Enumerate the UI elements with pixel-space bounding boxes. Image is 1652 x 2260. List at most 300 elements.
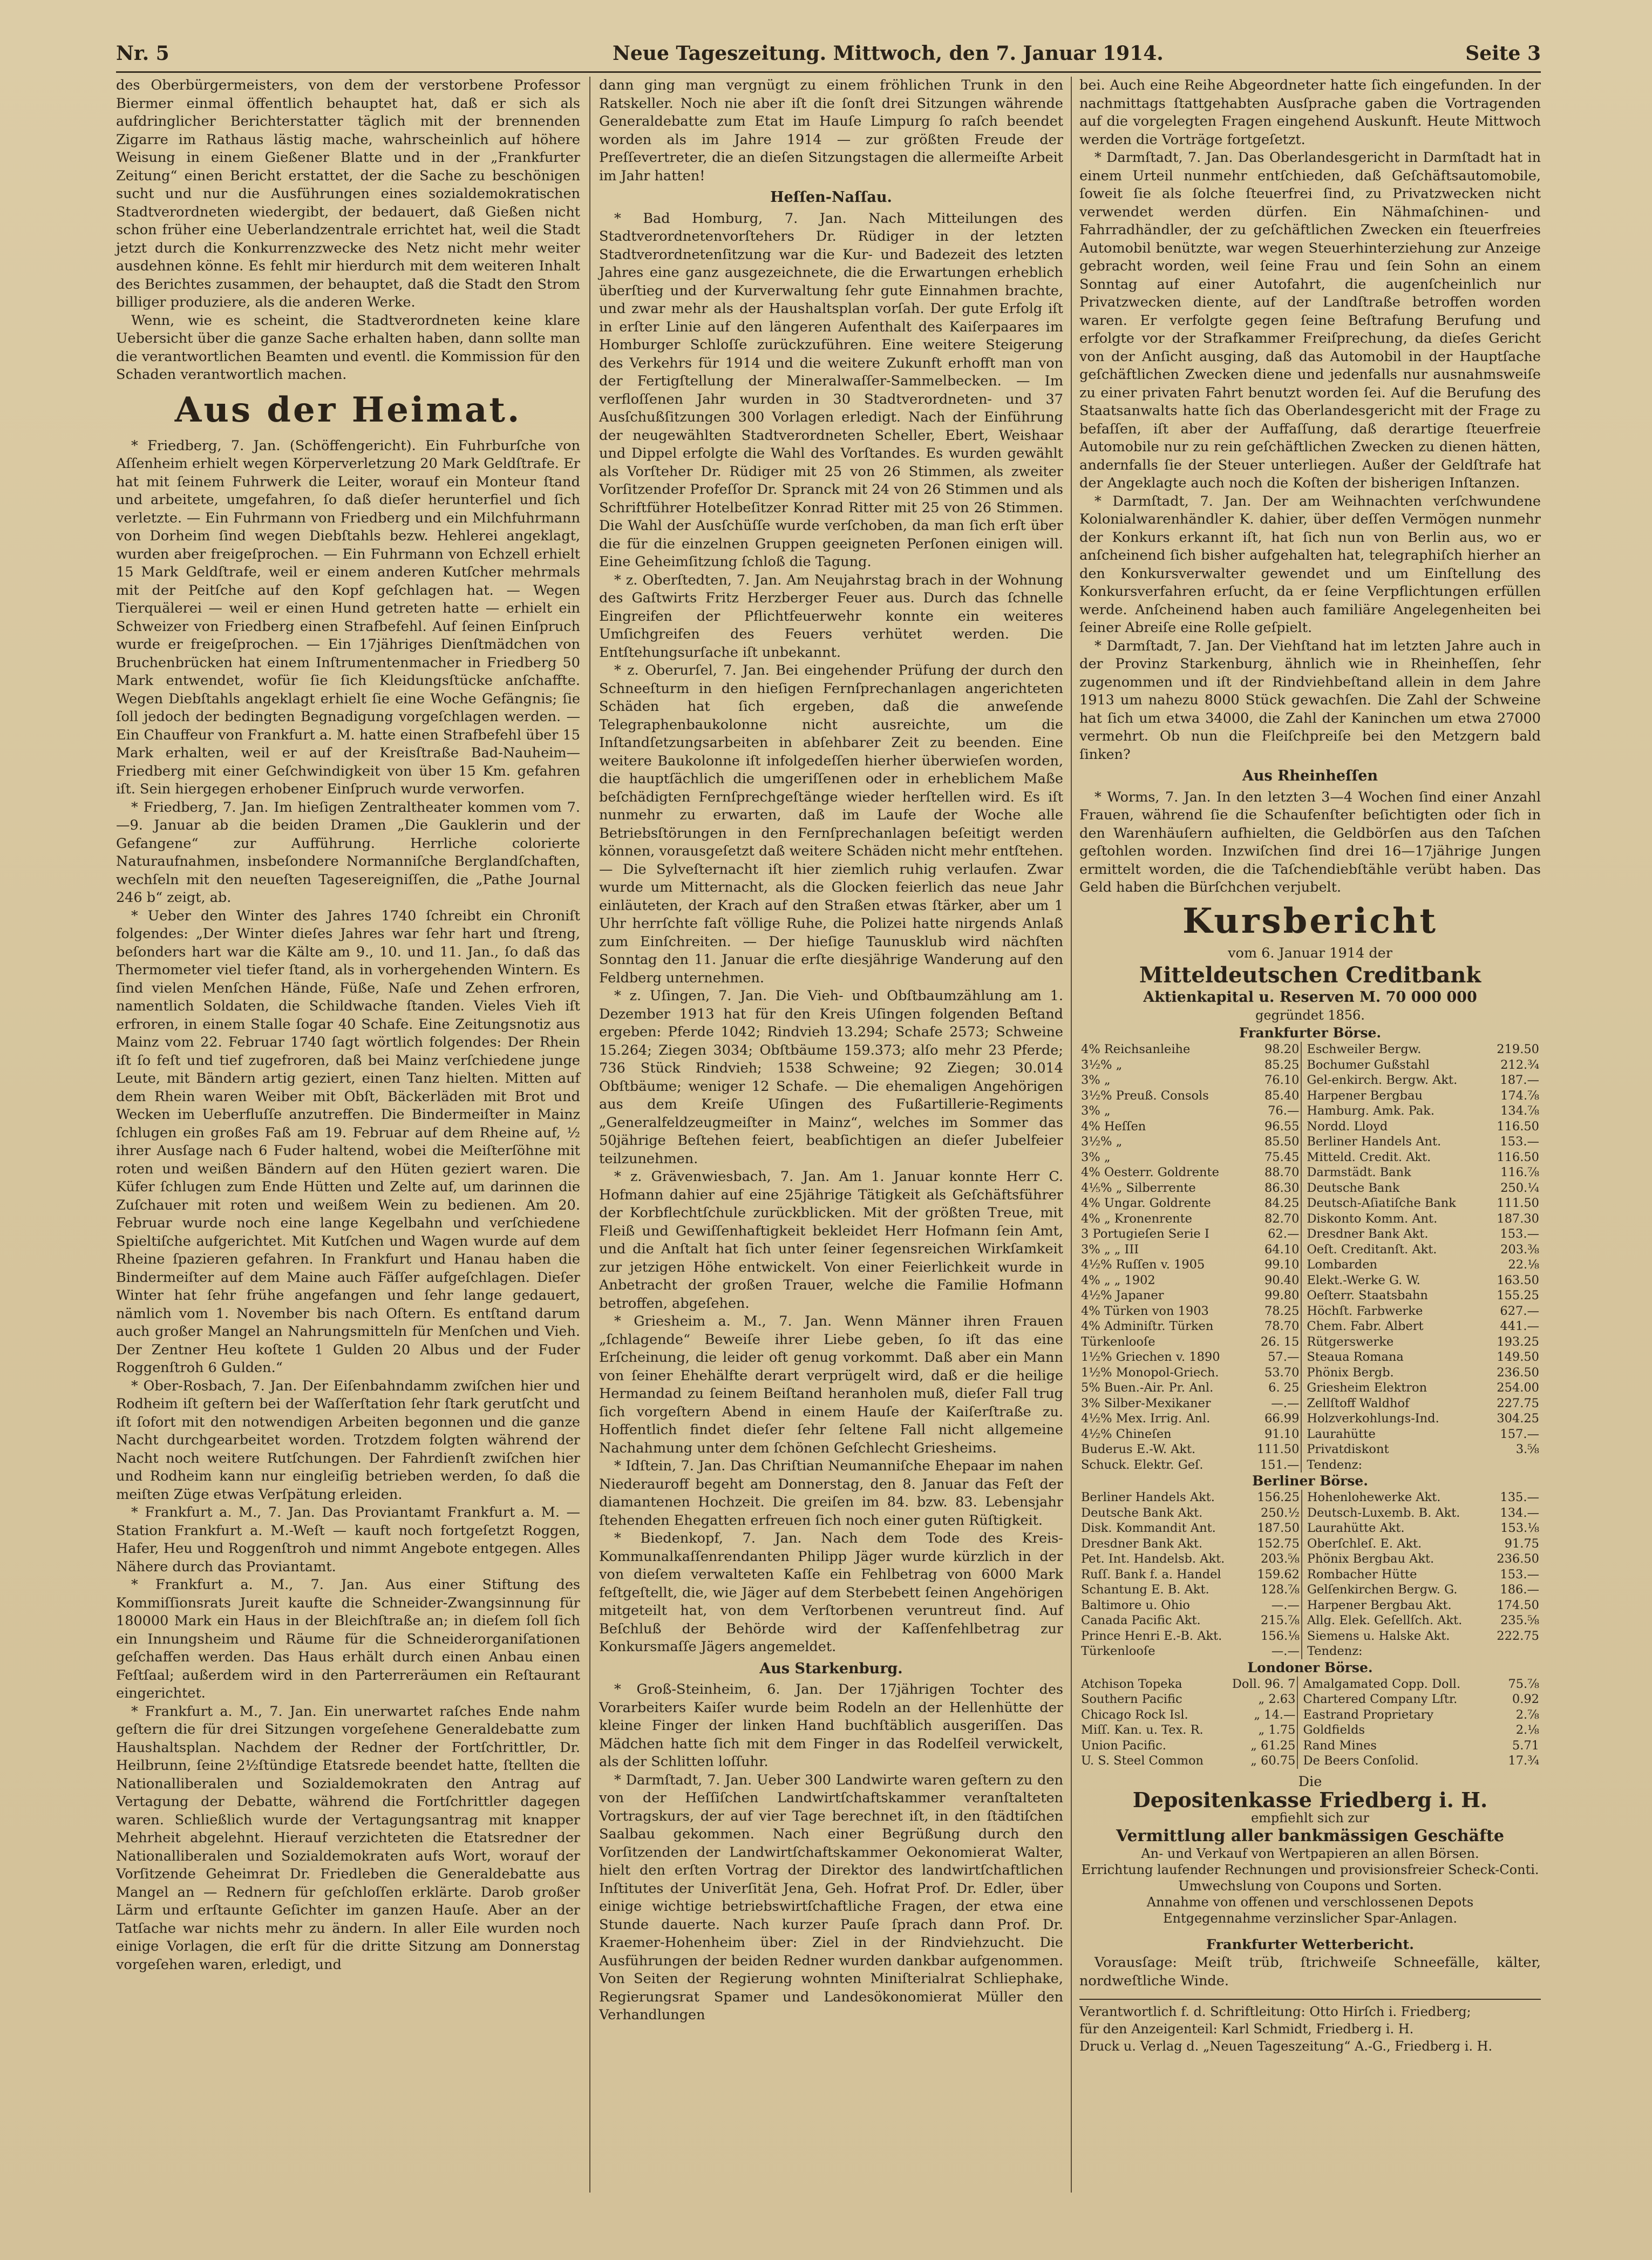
security-cell: Schantung E. B. Akt. <box>1081 1583 1209 1597</box>
article-text: dann ging man vergnügt zu einem fröhlichen Trunk in den Ratskeller. Noch nie aber iſt die ſonſt drei Sitzungen währende Generaldebatte zum Etat im Hauſe Limpurg ſo raſch beendet worden als im Jahre 1914 — zur größten Freude der Preſſevertreter, die an dieſen Sitzungstagen die allermeiſte Arbeit im Jahr hatten! <box>599 77 1063 184</box>
security-cell: 4% Ungar. Goldrente <box>1081 1196 1211 1210</box>
price-cell: 99.10 <box>1264 1258 1300 1272</box>
security-cell: Zellſtoff Waldhof <box>1307 1396 1410 1410</box>
price-cell: 75.45 <box>1264 1150 1300 1164</box>
article: * Friedberg, 7. Jan. (Schöffengericht). Ein Fuhrburſche von Aſſenheim erhielt wegen Körperverletzung 20 Mark Geldſtrafe. Er hat mit ſeinem Fuhrwerk die Leiter, worauf ein Monteur ſtand und arbeitete, umgefahren, ſo daß dieſer herunterfiel und ſich verletzte. — Ein Fuhrmann von Friedberg und ein Milchfuhrmann von Dorheim ſind wegen Diebſtahls bezw. Hehlerei angeklagt, wurden aber freigeſprochen. — Ein Fuhrmann von Echzell erhielt 15 Mark Geldſtrafe, weil er einem anderen Kutſcher mehrmals mit der Peitſche auf den Kopf geſchlagen hat. — Wegen Tierquälerei — weil er einen Hund getreten hatte — erhielt ein Schweizer von Friedberg einen Strafbefehl. Auf ſeinen Einſpruch wurde er freigeſprochen. — Ein 17jähriges Dienſtmädchen von Bruchenbrücken hat einem Inſtrumentenmacher in Friedberg 50 Mark entwendet, wofür ſie ſich Kleidungsſtücke anſchaffte. Wegen Diebſtahls angeklagt erhielt ſie eine Woche Gefängnis; ſie ſoll jedoch der bedingten Begnadigung vorgeſchlagen werden. — Ein Chauffeur von Frankfurt a. M. hatte einen Strafbefehl über 15 Mark erhalten, weil er auf der Kreisſtraße Bad-Nauheim—Friedberg mit einer Geſchwindigkeit von über 15 Km. gefahren iſt. Sein hiergegen erhobener Einſpruch wurde verworfen. <box>116 437 580 797</box>
section-heading: Heſſen-Naſſau. <box>770 189 892 206</box>
security-cell: De Beers Conſolid. <box>1303 1754 1419 1768</box>
price-cell: 98.20 <box>1264 1042 1300 1056</box>
security-cell: Allg. Elek. Geſellſch. Akt. <box>1307 1613 1463 1627</box>
table-divider <box>1297 1753 1301 1769</box>
table-row <box>1079 1644 1541 1659</box>
table-divider <box>1297 1707 1301 1723</box>
price-cell <box>1494 1457 1541 1473</box>
table-row <box>1079 1457 1541 1473</box>
section-heading: Aus Rheinheſſen <box>1242 768 1378 784</box>
security-cell: Bochumer Gußstahl <box>1307 1057 1430 1072</box>
table-row <box>1079 1304 1541 1319</box>
table-divider <box>1301 1196 1305 1211</box>
price-cell: 85.25 <box>1264 1057 1300 1072</box>
security-cell: Chartered Company Lſtr. <box>1303 1692 1458 1706</box>
table-row <box>1079 1427 1541 1442</box>
price-cell: 219.50 <box>1497 1042 1539 1056</box>
table-divider <box>1301 1103 1305 1119</box>
table-divider <box>1301 1180 1305 1196</box>
security-cell: Rombacher Hütte <box>1307 1567 1417 1582</box>
security-cell: 4½% Ruſſen v. 1905 <box>1081 1258 1205 1272</box>
price-cell: 174.50 <box>1497 1598 1539 1612</box>
table-divider <box>1297 1677 1301 1692</box>
article: * Ober-Rosbach, 7. Jan. Der Eiſenbahndamm zwiſchen hier und Rodheim iſt geſtern bei der Waſſerſtation ſehr ſtark gerutſcht und iſt ſofort mit den notwendigen Arbeiten begonnen und die ganze Nacht durchgearbeitet worden. Trotzdem folgten während der Nacht noch weitere Rutſchungen. Der Fahrdienſt zwiſchen hier und Rodheim kann nur eingleiſig betrieben werden, ſo daß die meiſten Züge etwas Verſpätung erleiden. <box>116 1377 580 1503</box>
table-row <box>1079 1505 1541 1521</box>
price-cell: 187.— <box>1500 1073 1539 1087</box>
price-cell: 128.⅞ <box>1261 1583 1300 1597</box>
table-row <box>1079 1692 1541 1707</box>
security-cell: 3% Silber-Mexikaner <box>1081 1396 1211 1410</box>
security-cell: Tendenz: <box>1307 1457 1363 1472</box>
table-divider <box>1301 1411 1305 1427</box>
security-cell: Deutsche Bank Akt. <box>1081 1505 1203 1520</box>
table-row <box>1079 1334 1541 1350</box>
security-cell: Eschweiler Bergw. <box>1307 1042 1422 1056</box>
table-row <box>1079 1088 1541 1104</box>
column-1 <box>116 77 580 1974</box>
security-cell: Elekt.-Werke G. W. <box>1307 1273 1420 1287</box>
article: * z. Oberurſel, 7. Jan. Bei eingehender Prüfung der durch den Schneeſturm in den hieſigen Fernſprechanlagen angerichteten Schäden hat ſich ergeben, daß die anweſende Telegraphenbaukolonne nicht ausreichte, um die Inſtandſetzungsarbeiten in abſehbarer Zeit zu beenden. Eine weitere Baukolonne iſt infolgedeſſen hierher überwieſen worden, die hauptſächlich die umgeriſſenen oder in erheblichem Maße beſchädigten Fernſprechgeſtänge wieder herſtellen wird. Es iſt nunmehr zu erwarten, daß im Laufe der Woche alle Betriebsſtörungen in den Fernſprechanlagen beſeitigt werden können, vorausgeſetzt daß weitere Schäden nicht mehr entſtehen. — Die Sylveſternacht iſt hier ziemlich ruhig verlaufen. Zwar wurde um Mitternacht, als die Glocken feierlich das neue Jahr einläuteten, der Krach auf den Straßen etwas ſtärker, aber um 1 Uhr herrſchte faſt völlige Ruhe, die Polizei hatte nirgends Anlaß zum Einſchreiten. — Der hieſige Taunusklub wird nächſten Sonntag den 11. Januar die erſte diesjährige Wanderung auf den Feldberg unternehmen. <box>599 662 1064 986</box>
security-cell: 4% Adminiſtr. Türken <box>1081 1319 1214 1333</box>
table-divider <box>1301 1073 1305 1088</box>
security-cell: 4⅕% „ Silberrente <box>1081 1180 1196 1195</box>
security-cell: Privatdiskont <box>1307 1442 1389 1456</box>
price-cell: 156.⅛ <box>1261 1628 1300 1643</box>
security-cell: Chicago Rock Isl. <box>1081 1707 1188 1722</box>
price-cell: 187.30 <box>1497 1211 1539 1226</box>
service-item: An- und Verkauf von Wertpapieren an allen Börsen. <box>1141 1845 1479 1861</box>
security-cell: Türkenlooſe <box>1081 1334 1155 1349</box>
price-cell: „ 60.75 <box>1250 1754 1296 1768</box>
table-row <box>1079 1349 1541 1365</box>
security-cell: Oberſchleſ. E. Akt. <box>1307 1536 1422 1551</box>
price-cell: 222.75 <box>1497 1628 1539 1643</box>
price-cell: 157.— <box>1500 1427 1539 1441</box>
bank-founded: gegründet 1856. <box>1255 1007 1365 1023</box>
article: * Groß-Steinheim, 6. Jan. Der 17jährigen Tochter des Vorarbeiters Kaiſer wurde beim Rodeln an der Hellenhütte der kleine Finger der linken Hand buchſtäblich ausgeriſſen. Das Mädchen hatte ſich mit dem Finger in das Rodelſeil verwickelt, als der Schlitten loſſuhr. <box>599 1681 1063 1770</box>
imprint <box>1079 1999 1541 2055</box>
article: * Griesheim a. M., 7. Jan. Wenn Männer ihren Frauen „ſchlagende“ Beweiſe ihrer Liebe geben, ſo iſt das eine Erſcheinung, die leider oft genug vorkommt. Daß aber ein Mann von ſeiner Ehehälfte derart verprügelt wird, daß er die heilige Hermandad zu ſeinem Beiſtand heranholen muß, dieſer Fall trug ſich vorgeſtern Abend in einem Hauſe der Kaiſerſtraße zu. Hoffentlich findet dieſer ſehr ſeltene Fall nicht allgemeine Nachahmung unter dem ſchönen Geſchlecht Griesheims. <box>599 1313 1063 1456</box>
table-divider <box>1301 1288 1305 1304</box>
table-row <box>1079 1042 1541 1057</box>
paper-date: Neue Tageszeitung. Mittwoch, den 7. Januar 1914. <box>613 42 1164 65</box>
kursbericht-title: Kursbericht <box>1182 900 1438 941</box>
price-cell: 235.⅝ <box>1500 1613 1539 1627</box>
article: * z. Grävenwiesbach, 7. Jan. Am 1. Januar konnte Herr C. Hofmann dahier auf eine 25jährige Tätigkeit als Geſchäftsführer der Korbflechtſchule zurückblicken. Mit der größten Treue, mit Fleiß und Gewiſſenhaftigkeit bekleidet Herr Hofmann ſein Amt, und die Anſtalt hat ſich unter ſeiner ſegensreichen Wirkſamkeit zur jetzigen Höhe entwickelt. Von einer Feierlichkeit wurde in Anbetracht der großen Trauer, welche die Familie Hofmann betroffen, abgeſehen. <box>599 1169 1063 1312</box>
price-cell: 76.— <box>1268 1104 1300 1118</box>
table-divider <box>1301 1396 1305 1411</box>
security-cell: 3 Portugieſen Serie I <box>1081 1227 1209 1241</box>
security-cell: 4% Oesterr. Goldrente <box>1081 1165 1219 1179</box>
article-text: Wenn, wie es scheint, die Stadtverordneten keine klare Uebersicht über die ganze Sache erhalten haben, dann sollte man die verantwortlichen Beamten und eventl. die Kommission für den Schaden verantwortlich machen. <box>116 312 580 383</box>
table-row <box>1079 1598 1541 1613</box>
article: * Frankfurt a. M., 7. Jan. Das Proviantamt Frankfurt a. M. — Station Frankfurt a. M.-Weſt — kauft noch fortgeſetzt Roggen, Hafer, Heu und Roggenſtroh und nimmt Angebote entgegen. Alles Nähere durch das Proviantamt. <box>116 1504 580 1575</box>
bank-name: Mitteldeutschen Creditbank <box>1139 962 1481 988</box>
imprint-line: für den Anzeigenteil: Karl Schmidt, Friedberg i. H. <box>1079 2021 1414 2037</box>
security-cell: Lombarden <box>1307 1258 1377 1272</box>
table-divider <box>1297 1692 1301 1707</box>
security-cell: Diskonto Komm. Ant. <box>1307 1211 1438 1226</box>
table-divider <box>1301 1349 1305 1365</box>
security-cell: 3% „ <box>1081 1073 1111 1087</box>
security-cell: Baltimore u. Ohio <box>1081 1598 1190 1612</box>
security-cell: Deutsche Bank <box>1307 1180 1400 1195</box>
price-cell: 62.— <box>1268 1227 1300 1241</box>
price-cell: 203.⅜ <box>1500 1242 1539 1257</box>
table-row <box>1079 1582 1541 1598</box>
price-cell: 91.10 <box>1264 1427 1300 1441</box>
security-cell: Oeſterr. Staatsbahn <box>1307 1288 1428 1302</box>
column-divider <box>589 77 590 2193</box>
price-cell: 53.70 <box>1264 1365 1300 1380</box>
issue-number: Nr. 5 <box>116 42 169 65</box>
price-cell: 134.⅞ <box>1500 1104 1539 1118</box>
security-cell: 3% „ <box>1081 1104 1111 1118</box>
table-row <box>1079 1242 1541 1258</box>
price-cell: 3.⅝ <box>1515 1442 1539 1456</box>
security-cell: Rand Mines <box>1303 1738 1377 1753</box>
table-divider <box>1301 1319 1305 1334</box>
security-cell: Berliner Handels Ant. <box>1307 1135 1442 1149</box>
table-divider <box>1301 1334 1305 1350</box>
article: * Worms, 7. Jan. In den letzten 3—4 Wochen ſind einer Anzahl Frauen, während ſie die Schaufenſter beſichtigten oder ſich in den Warenhäuſern aufhielten, die Geldbörſen aus den Taſchen geſtohlen worden. Inzwiſchen ſind drei 16—17jährige Jungen ermittelt worden, die die Taſchendiebſtähle verübt haben. Das Geld haben die Bürſchchen verjubelt. <box>1079 789 1541 895</box>
table-row <box>1079 1521 1541 1536</box>
table-divider <box>1301 1042 1305 1057</box>
price-cell: 78.25 <box>1264 1304 1300 1318</box>
price-cell: 159.62 <box>1257 1567 1300 1582</box>
page-number: Seite 3 <box>1465 42 1541 65</box>
table-divider <box>1301 1273 1305 1288</box>
security-cell: Oeſt. Creditanſt. Akt. <box>1307 1242 1437 1257</box>
security-cell: 3½% „ <box>1081 1135 1123 1149</box>
article: * z. Uſingen, 7. Jan. Die Vieh- und Obſtbaumzählung am 1. Dezember 1913 hat für den Kreis Uſingen folgenden Beſtand ergeben: Pferde 1042; Rindvieh 13.294; Schafe 2573; Schweine 15.264; Ziegen 3034; Obſtbäume 159.373; alſo mehr 23 Pferde; 736 Stück Rindvieh; 1538 Schweine; 92 Ziegen; 30.014 Obſtbäume; weniger 12 Schafe. — Die ehemaligen Angehörigen aus dem Kreiſe Uſingen des Fußartillerie-Regiments „Generalfeldzeugmeiſter in Mainz“, welches im Sommer das 50jährige Beſtehen feiert, beabſichtigen an dieſer Jubelfeier teilzunehmen. <box>599 988 1063 1167</box>
security-cell: 4% Heſſen <box>1081 1119 1146 1134</box>
table-row <box>1079 1103 1541 1119</box>
service-item: Entgegennahme verzinslicher Spar-Anlagen. <box>1162 1910 1458 1926</box>
price-cell: 227.75 <box>1497 1396 1539 1410</box>
table-row <box>1079 1613 1541 1628</box>
price-cell: 5.71 <box>1512 1738 1539 1753</box>
table-row <box>1079 1677 1541 1692</box>
article: * Darmſtadt, 7. Jan. Der am Weihnachten verſchwundene Kolonialwarenhändler K. dahier, über deſſen Vermögen nunmehr der Konkurs erkannt iſt, hat ſich nun von Berlin aus, wo er anſcheinend ſich bisher aufgehalten hat, telegraphiſch hierher an den Konkursverwalter gewendet und um Einſtellung des Konkursverfahren erſucht, da er ſeine Verpflichtungen erfüllen werde. Anſcheinend haben auch familiäre Angelegenheiten bei ſeiner Abreiſe eine Rolle geſpielt. <box>1079 493 1541 636</box>
section-heading: Aus Starkenburg. <box>759 1660 903 1677</box>
service-item: Annahme von offenen und verschlossenen Depots <box>1146 1894 1474 1910</box>
table-divider <box>1302 1490 1306 1505</box>
weather-text: Vorausſage: Meiſt trüb, ſtrichweiſe Schneefälle, kälter, nordweſtliche Winde. <box>1079 1954 1541 1989</box>
security-cell: Amalgamated Copp. Doll. <box>1303 1677 1461 1691</box>
security-cell: 4½% Japaner <box>1081 1288 1164 1302</box>
column-3 <box>1079 77 1541 2055</box>
security-cell: Gel-enkirch. Bergw. Akt. <box>1307 1073 1458 1087</box>
table-row <box>1079 1442 1541 1457</box>
price-cell: 203.⅝ <box>1261 1552 1300 1566</box>
security-cell: Schuck. Elektr. Geſ. <box>1081 1457 1204 1472</box>
price-cell: 627.— <box>1500 1304 1539 1318</box>
service-item: Umwechslung von Coupons und Sorten. <box>1178 1878 1442 1893</box>
table-row <box>1079 1738 1541 1754</box>
price-cell: 116.50 <box>1497 1150 1539 1164</box>
article-text: des Oberbürgermeisters, von dem der verstorbene Professor Biermer einmal öffentlich behauptet hat, daß er sich als aufdringlicher Berichterstatter täglich mit der brennenden Zigarre im Rathaus lästig mache, wahrscheinlich auf höhere Weisung in einem Gießener Blatte und in der „Frankfurter Zeitung“ einen Bericht erstattet, der die Sache zu beschönigen sucht und nur die Ausführungen eines sozialdemokratischen Stadtverordneten wiedergibt, der bedauert, daß Gießen nicht schon früher eine Ueberlandzentrale errichtet hat, weil die Stadt jetzt durch die Konkurrenzzwecke des Netz nicht mehr weiter ausdehnen könne. Es fehlt mir hierdurch mit dem weiteren Inhalt des Berichtes zusammen, der behauptet, daß die Stadt den Strom billiger produziere, als die anderen Werke. <box>116 77 580 310</box>
table-row <box>1079 1319 1541 1334</box>
table-divider <box>1302 1505 1306 1521</box>
depositenkasse-main: Vermittlung aller bankmässigen Geschäfte <box>1116 1827 1504 1845</box>
security-cell: Gelſenkirchen Bergw. G. <box>1307 1583 1458 1597</box>
security-cell: 3½% „ <box>1081 1057 1123 1072</box>
table-divider <box>1302 1644 1306 1659</box>
security-cell: U. S. Steel Common <box>1081 1754 1204 1768</box>
article: * Ueber den Winter des Jahres 1740 ſchreibt ein Chroniſt folgendes: „Der Winter dieſes Jahres war ſehr hart und ſtreng, beſonders hart war die Kälte am 9., 10. und 11. Jan., ſo daß das Thermometer viel tiefer ſtand, als in vorhergehenden Wintern. Es ſind vielen Menſchen Hände, Füße, Naſe und Zehen erfroren, namentlich Soldaten, die Schildwache ſtanden. Vieles Vieh iſt erfroren, in einem Stalle ſogar 40 Schafe. Eine Zeitungsnotiz aus Mainz vom 22. Februar 1740 ſagt wörtlich folgendes: Der Rhein iſt ſo feſt und tief zugefroren, daß bei Mainz verſchiedene junge Leute, mit Bändern artig geziert, einen Tanz hielten. Mitten auf dem Rhein waren Weiber mit Obſt, Bäckerläden mit Brot und Wecken im Ueberfluſſe anzutreffen. Die Bindermeiſter in Mainz ſchlugen ein großes Faß am 19. Februar auf dem Rheine auf, ½ ihrer Ausſage nach 6 Fuder haltend, wobei die Meiſterſöhne mit roten und weißen Bändern auf den Hüten geziert waren. Die Küfer ſchlugen zum Ende Hütten und Zelte auf, um darinnen die Zuſchauer mit roten und weißem Wein zu bedienen. Am 20. Februar wurde noch eine lange Kegelbahn und verſchiedene Spieltiſche aufgerichtet. Mit Kutſchen und Wagen wurde auf dem Rheine ſpazieren gefahren. In Frankfurt und Hanau haben die Bindermeiſter auf dem Maine auch Fäſſer aufgeſchlagen. Dieſer Winter hat ſehr frühe angefangen und ſehr lange gedauert, nämlich vom 1. November bis nach Oſtern. Es entſtand darum auch großer Mangel an Nahrungsmitteln für Menſchen und Vieh. Der Zentner Heu koſtete 1 Gulden 20 Albus und der Fuder Roggenſtroh 6 Gulden.“ <box>116 907 580 1376</box>
price-cell: „ 61.25 <box>1250 1738 1296 1753</box>
table-row <box>1079 1226 1541 1242</box>
security-cell: Miſſ. Kan. u. Tex. R. <box>1081 1723 1204 1737</box>
price-cell: 254.00 <box>1497 1381 1539 1395</box>
price-cell: „ 1.75 <box>1258 1723 1296 1737</box>
price-cell: 116.⅞ <box>1500 1165 1539 1179</box>
security-cell: 5% Buen.-Air. Pr. Anl. <box>1081 1381 1214 1395</box>
price-cell: 17.¾ <box>1508 1754 1539 1768</box>
article-text: bei. Auch eine Reihe Abgeordneter hatte ſich eingefunden. In der nachmittags ſtattgehabten Ausſprache gaben die Vortragenden auf die vorgelegten Fragen eingehend Auskunft. Heute Mittwoch werden die Vorträge fortgeſetzt. <box>1079 77 1541 148</box>
security-cell: 4% Türken von 1903 <box>1081 1304 1209 1318</box>
bank-capital: Aktienkapital u. Reserven M. 70 000 000 <box>1143 989 1477 1006</box>
table-row <box>1079 1411 1541 1427</box>
price-cell: —.— <box>1271 1598 1300 1612</box>
table-divider <box>1301 1150 1305 1165</box>
security-cell: 1½% Griechen v. 1890 <box>1081 1350 1220 1364</box>
security-cell: 3% „ „ III <box>1081 1242 1139 1257</box>
article: * Friedberg, 7. Jan. Im hieſigen Zentraltheater kommen vom 7.—9. Januar ab die beiden Dramen „Die Gauklerin und der Gefangene“ zur Aufführung. Herrliche colorierte Naturaufnahmen, insbeſondere Normanniſche Berglandſchaften, wechſeln mit den neueſten Tagesereigniſſen, die „Pathe Journal 246 b“ zeigt, ab. <box>116 799 580 906</box>
frankfurt-exchange-heading: Frankfurter Börse. <box>1239 1025 1382 1041</box>
price-cell: 99.80 <box>1264 1288 1300 1302</box>
security-cell: Southern Pacific <box>1081 1692 1182 1706</box>
price-cell: 84.25 <box>1264 1196 1300 1210</box>
price-cell: 153.— <box>1500 1135 1539 1149</box>
price-cell: 236.50 <box>1497 1365 1539 1380</box>
table-row <box>1079 1722 1541 1738</box>
table-row <box>1079 1490 1541 1505</box>
table-row <box>1079 1396 1541 1411</box>
page-header <box>116 42 1541 69</box>
table-divider <box>1302 1536 1306 1552</box>
price-cell: 186.— <box>1500 1583 1539 1597</box>
price-cell: 174.⅞ <box>1500 1088 1539 1103</box>
table-divider <box>1302 1628 1306 1644</box>
price-cell: 149.50 <box>1497 1350 1539 1364</box>
security-cell: Buderus E.-W. Akt. <box>1081 1442 1196 1456</box>
table-row <box>1079 1211 1541 1227</box>
security-cell: Disk. Kommandit Ant. <box>1081 1521 1216 1535</box>
table-divider <box>1302 1521 1306 1536</box>
security-cell: Atchison Topeka <box>1081 1677 1182 1691</box>
price-cell: 153.— <box>1500 1227 1539 1241</box>
security-cell: Harpener Bergbau Akt. <box>1307 1598 1452 1612</box>
price-cell <box>1494 1644 1541 1659</box>
table-row <box>1079 1536 1541 1552</box>
service-item: Errichtung laufender Rechnungen und provisionsfreier Scheck-Conti. <box>1081 1862 1539 1877</box>
price-cell: 156.25 <box>1257 1490 1300 1504</box>
depositenkasse-title: Depositenkasse Friedberg i. H. <box>1132 1788 1488 1812</box>
london-exchange-heading: Londoner Börse. <box>1247 1659 1373 1675</box>
depositenkasse-services <box>1079 1845 1541 1926</box>
table-row <box>1079 1551 1541 1567</box>
price-cell: 96.55 <box>1264 1119 1300 1134</box>
security-cell: Deutsch-Aſiatiſche Bank <box>1307 1196 1456 1210</box>
price-cell: 111.50 <box>1497 1196 1539 1210</box>
security-cell: 1½% Monopol-Griech. <box>1081 1365 1219 1380</box>
price-cell: 66.99 <box>1264 1411 1300 1426</box>
security-cell: Berliner Handels Akt. <box>1081 1490 1215 1504</box>
price-cell: 236.50 <box>1497 1552 1539 1566</box>
price-cell: —.— <box>1271 1644 1300 1658</box>
table-divider <box>1301 1211 1305 1227</box>
security-cell: Tendenz: <box>1307 1644 1363 1658</box>
security-cell: Holzverkohlungs-Ind. <box>1307 1411 1439 1426</box>
article: * Biedenkopf, 7. Jan. Nach dem Tode des Kreis-Kommunalkaſſenrendanten Philipp Jäger wurde kürzlich in der von dieſem verwalteten Kaſſe ein Fehlbetrag von 6000 Mark feſtgeſtellt, die, wie Jäger auf dem Sterbebett ſeinen Angehörigen mitgeteilt hat, von dem Verſtorbenen veruntreut ſind. Auf Beſchluß der Behörde wird der Kaſſenfehlbetrag zur Konkursmaſſe Jägers angemeldet. <box>599 1530 1063 1655</box>
article: * Frankfurt a. M., 7. Jan. Ein unerwartet raſches Ende nahm geſtern die für drei Sitzungen vorgeſehene Generaldebatte zum Haushaltsplan. Nachdem der Redner der Fortſchrittler, Dr. Heilbrunn, ſeine 2½ſtündige Etatsrede beendet hatte, ſtellten die Nationalliberalen und Sozialdemokraten den Antrag auf Vertagung der Debatte, während die Fortſchrittler dagegen waren. Schließlich wurde der Vertagungsantrag mit knapper Mehrheit abgelehnt. Hierauf verzichteten die Etatsredner der Nationalliberalen und Sozialdemokraten aufs Wort, worauf der Vorſitzende Geheimrat Dr. Friedleben die Generaldebatte aus Mangel an — Rednern für geſchloſſen erklärte. Darob großer Lärm und erſtaunte Geſichter im ganzen Hauſe. Aber an der Tatſache war nichts mehr zu ändern. In aller Eile wurden noch einige Vorlagen, die erſt für die dritte Sitzung am Donnerstag vorgeſehen waren, erledigt, und <box>116 1703 580 1973</box>
berlin-exchange-heading: Berliner Börse. <box>1252 1473 1368 1489</box>
security-cell: Griesheim Elektron <box>1307 1381 1427 1395</box>
table-divider <box>1301 1380 1305 1396</box>
table-divider <box>1301 1365 1305 1381</box>
price-cell: 85.50 <box>1264 1135 1300 1149</box>
table-divider <box>1301 1304 1305 1319</box>
security-cell: 4% „ Kronenrente <box>1081 1211 1192 1226</box>
table-divider <box>1301 1134 1305 1150</box>
kurs-date: vom 6. Januar 1914 der <box>1228 945 1392 961</box>
table-divider <box>1301 1242 1305 1258</box>
security-cell: Ruſſ. Bank f. a. Handel <box>1081 1567 1221 1582</box>
security-cell: Rütgerswerke <box>1307 1334 1394 1349</box>
table-divider <box>1297 1738 1301 1754</box>
security-cell: 4½% Chineſen <box>1081 1427 1172 1441</box>
price-cell: 2.⅞ <box>1515 1707 1539 1722</box>
price-cell: 250.¼ <box>1500 1180 1539 1195</box>
depo-die: Die <box>1298 1773 1322 1790</box>
depositenkasse-subtitle: empfiehlt sich zur <box>1250 1810 1370 1825</box>
imprint-line: Druck u. Verlag d. „Neuen Tageszeitung“ A.-G., Friedberg i. H. <box>1079 2039 1493 2054</box>
column-divider <box>1071 77 1072 2193</box>
price-cell: 152.75 <box>1257 1536 1300 1551</box>
table-row <box>1079 1753 1541 1769</box>
price-cell: 193.25 <box>1497 1334 1539 1349</box>
security-cell: Siemens u. Halske Akt. <box>1307 1628 1450 1643</box>
security-cell: Prince Henri E.-B. Akt. <box>1081 1628 1222 1643</box>
security-cell: Phönix Bergb. <box>1307 1365 1394 1380</box>
price-cell: 134.— <box>1500 1505 1539 1520</box>
security-cell: Laurahütte <box>1307 1427 1376 1441</box>
table-row <box>1079 1707 1541 1723</box>
price-cell: 151.— <box>1260 1457 1300 1472</box>
table-row <box>1079 1180 1541 1196</box>
security-cell: 4% Reichsanleihe <box>1081 1042 1191 1056</box>
security-cell: Höchſt. Farbwerke <box>1307 1304 1423 1318</box>
price-cell: 212.¾ <box>1500 1057 1539 1072</box>
security-cell: Dresdner Bank Akt. <box>1307 1227 1429 1241</box>
table-divider <box>1301 1442 1305 1457</box>
price-cell: 85.40 <box>1264 1088 1300 1103</box>
security-cell: Türkenlooſe <box>1081 1644 1155 1658</box>
table-divider <box>1302 1582 1306 1598</box>
security-cell: Hohenlohewerke Akt. <box>1307 1490 1441 1504</box>
table-row <box>1079 1273 1541 1288</box>
table-row <box>1079 1380 1541 1396</box>
table-row <box>1079 1257 1541 1273</box>
table-row <box>1079 1073 1541 1088</box>
price-cell: 215.⅞ <box>1261 1613 1300 1627</box>
table-divider <box>1302 1613 1306 1628</box>
article: * Darmſtadt, 7. Jan. Ueber 300 Landwirte waren geſtern zu den von der Heſſiſchen Landwirtſchaftskammer veranſtalteten Vortragskurs, der auf vier Tage berechnet iſt, in den ſtädtiſchen Saalbau gekommen. Nach einer Begrüßung durch den Vorſitzenden der Landwirtſchaftskammer Oekonomierat Walter, hielt den erſten Vortrag der Direktor des landwirtſchaftlichen Inſtitutes der Univerſität Jena, Geh. Hofrat Prof. Dr. Edler, über einige wichtige betriebswirtſchaftliche Fragen, der etwa eine Stunde dauerte. Nach kurzer Pauſe ſprach dann Prof. Dr. Kraemer-Hohenheim über: Ziel in der Rindviehzucht. Die Ausführungen der beiden Redner wurden dankbar aufgenommen. Von Seiten der Regierung wohnten Miniſterialrat Schliephake, Regierungsrat Spamer und Landesökonomierat Müller den Verhandlungen <box>599 1772 1063 2023</box>
price-cell: Doll. 96. 7 <box>1232 1677 1296 1691</box>
table-divider <box>1301 1226 1305 1242</box>
price-cell: 153.⅛ <box>1500 1521 1539 1535</box>
price-cell: 64.10 <box>1264 1242 1300 1257</box>
table-row <box>1079 1119 1541 1135</box>
security-cell: Hamburg. Amk. Pak. <box>1307 1104 1435 1118</box>
price-cell: 75.⅞ <box>1508 1677 1539 1691</box>
price-cell: 135.— <box>1500 1490 1539 1504</box>
security-cell: Harpener Bergbau <box>1307 1088 1423 1103</box>
price-cell: 116.50 <box>1497 1119 1539 1134</box>
security-cell: Eastrand Proprietary <box>1303 1707 1434 1722</box>
article: * Idſtein, 7. Jan. Das Chriſtian Neumanniſche Ehepaar im nahen Niederauroff begeht am Donnerstag, den 8. Januar das Feſt der diamantenen Hochzeit. Die greiſen im 84. bzw. 83. Lebensjahr ſtehenden Ehegatten erfreuen ſich noch einer guten Rüſtigkeit. <box>599 1458 1063 1529</box>
security-cell: Chem. Fabr. Albert <box>1307 1319 1424 1333</box>
header-rule <box>116 71 1541 73</box>
security-cell: Mitteld. Credit. Akt. <box>1307 1150 1431 1164</box>
price-cell: 78.70 <box>1264 1319 1300 1333</box>
price-cell: 82.70 <box>1264 1211 1300 1226</box>
table-divider <box>1301 1257 1305 1273</box>
table-divider <box>1302 1567 1306 1583</box>
price-cell: 22.⅛ <box>1508 1258 1539 1272</box>
berlin-exchange-table <box>1079 1490 1541 1659</box>
table-divider <box>1301 1457 1305 1473</box>
security-cell: Dresdner Bank Akt. <box>1081 1536 1203 1551</box>
table-row <box>1079 1134 1541 1150</box>
table-row <box>1079 1196 1541 1211</box>
security-cell: 3% „ <box>1081 1150 1111 1164</box>
london-exchange-table <box>1079 1677 1541 1769</box>
price-cell: 57.— <box>1268 1350 1300 1364</box>
table-row <box>1079 1057 1541 1073</box>
frankfurt-exchange-table <box>1079 1042 1541 1472</box>
price-cell: 26. 15 <box>1260 1334 1300 1349</box>
section-title: Aus der Heimat. <box>174 389 522 430</box>
price-cell: 76.10 <box>1264 1073 1300 1087</box>
article: * Frankfurt a. M., 7. Jan. Aus einer Stiftung des Kommiſſionsrats Jureit kaufte die Schneider-Zwangsinnung für 180000 Mark ein Haus in der Bleichſtraße an; in dieſem ſoll ſich ein Innungsheim und Räume für die Schneiderorganiſationen geſchaffen werden. Das Haus erhält durch einen Anbau einen Feſtſaal; außerdem wird in den Parterreräumen ein Reſtaurant eingerichtet. <box>116 1577 580 1701</box>
security-cell: Pet. Int. Handelsb. Akt. <box>1081 1552 1225 1566</box>
column-2 <box>599 77 1063 2025</box>
table-row <box>1079 1628 1541 1644</box>
price-cell: 91.75 <box>1504 1536 1539 1551</box>
price-cell: 6. 25 <box>1268 1381 1300 1395</box>
security-cell: Steaua Romana <box>1307 1350 1404 1364</box>
security-cell: Canada Pacific Akt. <box>1081 1613 1201 1627</box>
price-cell: 90.40 <box>1264 1273 1300 1287</box>
table-divider <box>1301 1088 1305 1104</box>
price-cell: 88.70 <box>1264 1165 1300 1179</box>
table-row <box>1079 1365 1541 1381</box>
price-cell: —.— <box>1271 1396 1300 1410</box>
table-divider <box>1302 1598 1306 1613</box>
article: * z. Oberſtedten, 7. Jan. Am Neujahrstag brach in der Wohnung des Gaſtwirts Fritz Herzberger Feuer aus. Durch das ſchnelle Eingreifen der Pflichtfeuerwehr konnte ein weiteres Umſichgreifen des Feuers verhütet werden. Die Entſtehungsurſache iſt unbekannt. <box>599 572 1063 661</box>
security-cell: Phönix Bergbau Akt. <box>1307 1552 1435 1566</box>
table-row <box>1079 1165 1541 1180</box>
